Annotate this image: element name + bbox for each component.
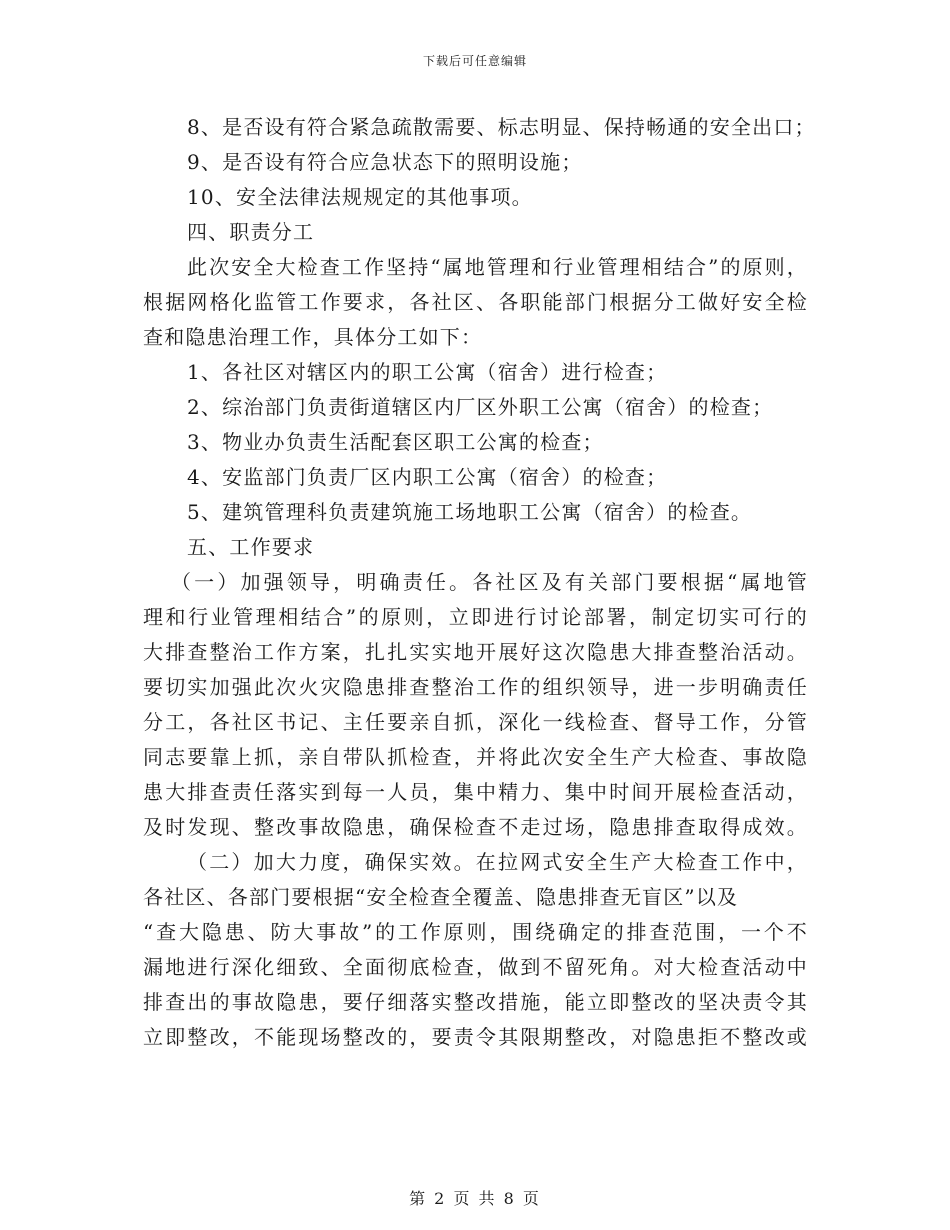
text-line: “查大隐患、防大事故”的工作原则，围绕确定的排查范围，一个不 <box>143 920 808 944</box>
text-line: 分工，各社区书记、主任要亲自抓，深化一线检查、督导工作，分管 <box>143 710 808 734</box>
text-line: 2、综治部门负责街道辖区内厂区外职工公寓（宿舍）的检查； <box>187 395 774 419</box>
document-body <box>143 110 816 1055</box>
text-line: 立即整改，不能现场整改的，要责令其限期整改，对隐患拒不整改或 <box>143 1025 808 1049</box>
text-line: 大排查整治工作方案，扎扎实实地开展好这次隐患大排查整治活动。 <box>143 640 808 664</box>
text-line: 4、安监部门负责厂区内职工公寓（宿舍）的检查； <box>187 465 668 489</box>
section-heading: 五、工作要求 <box>187 535 315 559</box>
text-line: （二）加大力度，确保实效。在拉网式安全生产大检查工作中， <box>187 850 808 874</box>
text-line: 查和隐患治理工作，具体分工如下： <box>143 325 483 349</box>
text-line: 5、建筑管理科负责建筑施工场地职工公寓（宿舍）的检查。 <box>187 500 753 524</box>
text-line: 8、是否设有符合紧急疏散需要、标志明显、保持畅通的安全出口； <box>187 115 816 139</box>
text-line: 漏地进行深化细致、全面彻底检查，做到不留死角。对大检查活动中 <box>143 955 808 979</box>
page-header: 下载后可任意编辑 <box>422 54 527 68</box>
text-line: 根据网格化监管工作要求，各社区、各职能部门根据分工做好安全检 <box>143 290 808 314</box>
text-line: 理和行业管理相结合”的原则，立即进行讨论部署，制定切实可行的 <box>143 605 808 629</box>
text-line: 此次安全大检查工作坚持“属地管理和行业管理相结合”的原则， <box>187 255 808 279</box>
section-heading: 四、职责分工 <box>187 220 315 244</box>
text-line: 1、各社区对辖区内的职工公寓（宿舍）进行检查； <box>187 360 668 384</box>
text-line: 3、物业办负责生活配套区职工公寓的检查； <box>187 430 604 454</box>
text-line: 要切实加强此次火灾隐患排查整治工作的组织领导，进一步明确责任 <box>143 675 808 699</box>
text-line: 同志要靠上抓，亲自带队抓检查，并将此次安全生产大检查、事故隐 <box>143 745 808 769</box>
text-line: 9、是否设有符合应急状态下的照明设施； <box>187 150 583 174</box>
text-line: 10、安全法律法规规定的其他事项。 <box>187 185 533 209</box>
page-footer: 第 2 页 共 8 页 <box>409 1189 541 1208</box>
text-line: 及时发现、整改事故隐患，确保检查不走过场，隐患排查取得成效。 <box>143 815 808 839</box>
text-line: 各社区、各部门要根据“安全检查全覆盖、隐患排查无盲区”以及 <box>143 885 739 909</box>
text-line: （一）加强领导，明确责任。各社区及有关部门要根据“属地管 <box>171 570 808 594</box>
text-line: 患大排查责任落实到每一人员，集中精力、集中时间开展检查活动， <box>143 780 808 804</box>
text-line: 排查出的事故隐患，要仔细落实整改措施，能立即整改的坚决责令其 <box>143 990 808 1014</box>
